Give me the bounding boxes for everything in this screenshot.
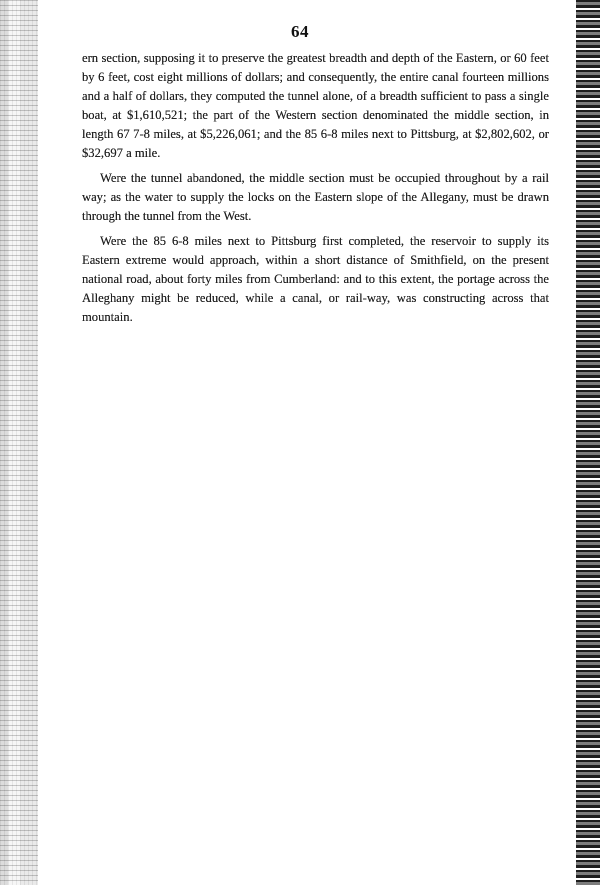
paragraph-3: Were the 85 6-8 miles next to Pittsburg first completed, the reservoir to supply its Eastern extreme would approach, within a short distance of Smithfield, on the present national road, about forty miles from Cumberland: and to this extent, the portage across the Alleghany might be reduced, while a canal, or rail-way, was constructing across that mountain.	[82, 234, 549, 324]
paragraph-1: ern section, supposing it to preserve the greatest breadth and depth of the Eastern, or 60 feet by 6 feet, cost eight millions of dollars; and consequently, the entire canal fourteen millions and a half of dollars, they computed the tunnel alone, of a breadth sufficient to pass a single boat, at $1,610,521; the part of the Western section denominated the middle section, in length 67 7-8 miles, at $5,226,061; and the 85 6-8 miles next to Pittsburg, at $2,802,602, or $32,697 a mile.	[82, 51, 549, 160]
page-right-edge	[576, 0, 600, 885]
page-number: 64	[291, 22, 309, 41]
paragraph-2: Were the tunnel abandoned, the middle section must be occupied throughout by a rail way; as the water to supply the locks on the Eastern slope of the Allegany, must be drawn through the tunnel from the West.	[82, 171, 549, 223]
page-left-edge	[0, 0, 38, 885]
document-text	[82, 49, 549, 333]
